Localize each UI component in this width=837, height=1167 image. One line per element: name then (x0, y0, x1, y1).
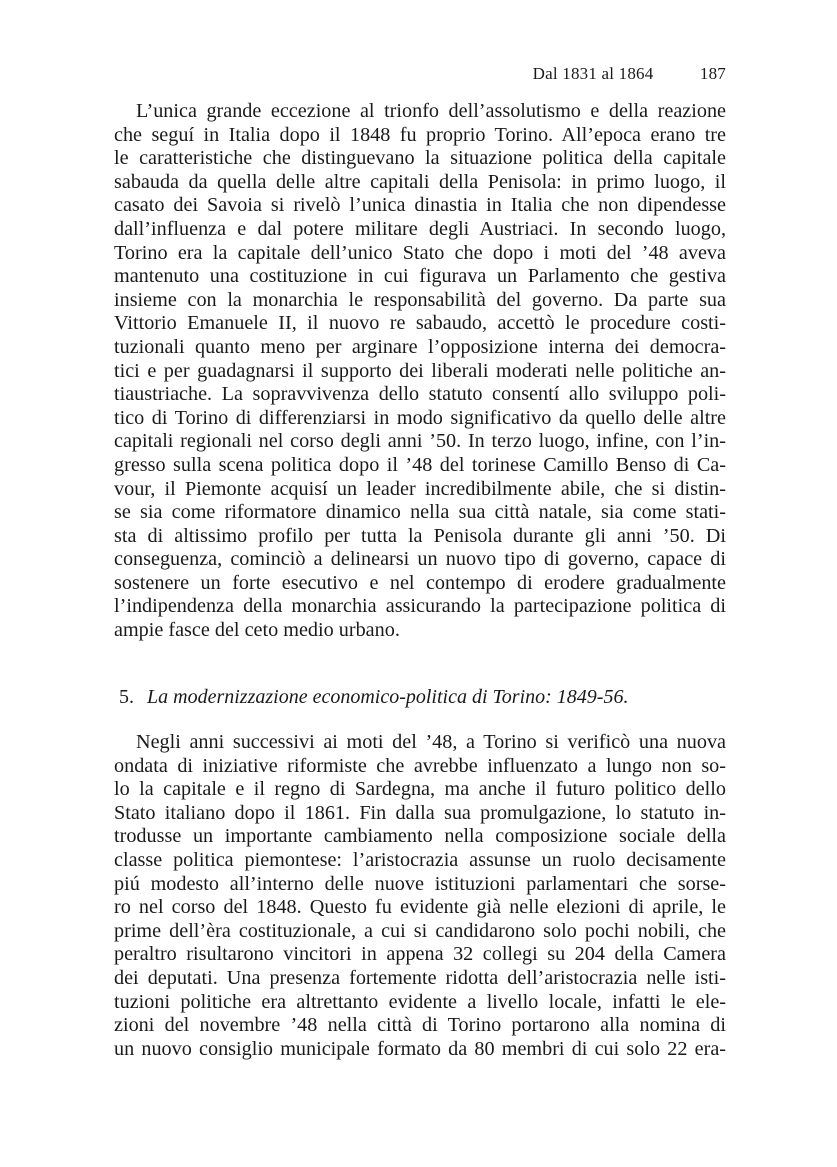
text-line: ampie fasce del ceto medio urbano. (114, 619, 400, 642)
text-line: gresso sulla scena politica dopo il ’48 del torinese Camillo Benso di Ca- (114, 453, 726, 476)
text-line: vour, il Piemonte acquisí un leader incredibilmente abile, che si distin- (114, 477, 726, 500)
text-line: sostenere un forte esecutivo e nel contempo di erodere gradualmente (114, 571, 726, 594)
text-line: un nuovo consiglio municipale formato da 80 membri di cui solo 22 era- (114, 1037, 726, 1060)
text-line: piú modesto all’interno delle nuove istituzioni parlamentari che sorse- (114, 872, 726, 895)
text-line: prime dell’èra costituzionale, a cui si candidarono solo pochi nobili, che (114, 919, 726, 942)
text-line: tuzionali quanto meno per arginare l’opposizione interna dei democra- (114, 335, 726, 358)
text-line: insieme con la monarchia le responsabilità del governo. Da parte sua (114, 288, 726, 311)
text-line: le caratteristiche che distinguevano la situazione politica della capitale (114, 147, 726, 170)
section-number: 5. (119, 686, 134, 708)
text-line: peraltro risultarono vincitori in appena 32 collegi su 204 della Camera (114, 943, 726, 966)
text-line: tici e per guadagnarsi il supporto dei liberali moderati nelle politiche an- (114, 359, 726, 382)
text-line: tiaustriache. La sopravvivenza dello statuto consentí allo sviluppo poli- (114, 383, 726, 406)
text-line: sta di altissimo profilo per tutta la Penisola durante gli anni ’50. Di (114, 524, 726, 547)
text-line: sabauda da quella delle altre capitali della Penisola: in primo luogo, il (114, 170, 726, 193)
text-line: se sia come riformatore dinamico nella sua città natale, sia come stati- (114, 501, 726, 524)
text-line: l’indipendenza della monarchia assicurando la partecipazione politica di (114, 595, 726, 618)
paragraph-2 (114, 731, 726, 1061)
text-line: ro nel corso del 1848. Questo fu evidente già nelle elezioni di aprile, le (114, 896, 726, 919)
paragraph-1 (114, 100, 726, 643)
text-line: ondata di iniziative riformiste che avrebbe influenzato a lungo non so- (114, 754, 726, 777)
running-head-title: Dal 1831 al 1864 (532, 64, 654, 83)
text-line: casato dei Savoia si rivelò l’unica dinastia in Italia che non dipendesse (114, 194, 726, 217)
running-head (533, 64, 726, 84)
text-line: classe politica piemontese: l’aristocrazia assunse un ruolo decisamente (114, 848, 726, 871)
text-line: lo la capitale e il regno di Sardegna, ma anche il futuro politico dello (114, 778, 726, 801)
text-line: Torino era la capitale dell’unico Stato che dopo i moti del ’48 aveva (114, 241, 726, 264)
section-heading (119, 686, 628, 709)
text-line: mantenuto una costituzione in cui figurava un Parlamento che gestiva (114, 265, 726, 288)
text-line: dall’influenza e dal potere militare degli Austriaci. In secondo luogo, (114, 217, 726, 240)
text-line: capitali regionali nel corso degli anni ’50. In terzo luogo, infine, con l’in- (114, 430, 726, 453)
text-line: Vittorio Emanuele II, il nuovo re sabaudo, accettò le procedure costi- (114, 312, 726, 335)
text-line: tico di Torino di differenziarsi in modo significativo da quello delle altre (114, 406, 726, 429)
text-line: conseguenza, cominciò a delinearsi un nuovo tipo di governo, capace di (114, 548, 726, 571)
text-line: tuzioni politiche era altrettanto evidente a livello locale, infatti le ele- (114, 990, 726, 1013)
section-title: La modernizzazione economico-politica di Torino: 1849-56. (147, 686, 629, 708)
text-line: L’unica grande eccezione al trionfo dell’assolutismo e della reazione (136, 100, 726, 122)
text-line: dei deputati. Una presenza fortemente ridotta dell’aristocrazia nelle isti- (114, 966, 726, 989)
text-line: trodusse un importante cambiamento nella composizione sociale della (114, 825, 726, 848)
text-line: Stato italiano dopo il 1861. Fin dalla sua promulgazione, lo statuto in- (114, 801, 726, 824)
text-line: Negli anni successivi ai moti del ’48, a Torino si verificò una nuova (136, 731, 726, 753)
text-line: che seguí in Italia dopo il 1848 fu proprio Torino. All’epoca erano tre (114, 123, 726, 146)
page-number: 187 (699, 64, 726, 83)
text-line: zioni del novembre ’48 nella città di Torino portarono alla nomina di (114, 1014, 726, 1037)
